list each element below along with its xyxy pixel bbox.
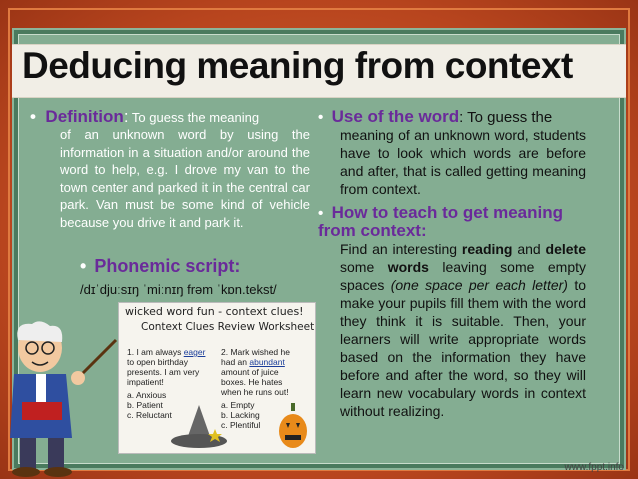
teach-words: words <box>387 259 429 275</box>
q2-option: a. Empty <box>221 400 255 410</box>
teach-text: to make your pupils fill them with the word they think it is suitable. Then, your learners will write appropriate words based on the information they have before and after the word, so they will learn new vocabulary words in context without realizing. <box>340 277 586 419</box>
phonemic-label: Phonemic script: <box>94 256 241 276</box>
use-label: Use of the word <box>331 107 460 126</box>
right-column <box>318 108 586 420</box>
definition-label: Definition <box>45 107 124 126</box>
footer-url: www.fppt.info <box>564 462 624 473</box>
q1-option: a. Anxious <box>127 390 167 400</box>
use-text-body: meaning of an unknown word, students have to look which words are before and after, that is called getting meaning from context. <box>340 127 586 197</box>
definition-colon: : <box>123 107 129 126</box>
left-column <box>30 108 310 231</box>
q1-option: c. Reluctant <box>127 410 172 420</box>
q2-text-a: 2. Mark wished he had an <box>221 347 290 367</box>
worksheet-subtitle: Context Clues Review Worksheet <box>141 321 315 333</box>
witch-hat-icon <box>169 403 229 451</box>
slide-title: Deducing meaning from context <box>22 45 573 86</box>
teach-text: leaving some empty spaces <box>340 259 586 293</box>
q1-text-b: to open birthday presents. I am very impatient! <box>127 357 200 387</box>
teach-label: How to teach to get meaning from context: <box>318 203 563 240</box>
definition-lead: To guess the meaning <box>128 110 260 125</box>
definition-body: of an unknown word by using the information in a situation and/or around the word to help, e.g. I drove my van to the town center and parked it in the central car park. Van must be some kind of vehicle because you drive it and park it. <box>60 127 310 230</box>
teach-italic: (one space per each letter) <box>390 277 568 293</box>
teach-text: some <box>340 259 388 275</box>
q1-option: b. Patient <box>127 400 163 410</box>
q1-underlined: eager <box>183 347 206 357</box>
pumpkin-icon <box>277 403 309 449</box>
teach-text: Find an interesting <box>340 241 462 257</box>
bullet-icon: • <box>318 205 328 222</box>
teacher-character-icon <box>2 318 118 478</box>
worksheet-image <box>118 302 316 454</box>
bullet-icon: • <box>80 256 87 276</box>
use-text-lead: : To guess the <box>459 109 553 126</box>
teach-text: and <box>512 241 546 257</box>
phonemic-ipa: /dɪˈdjuːsɪŋ ˈmiːnɪŋ frəm ˈkɒn.tekst/ <box>80 282 277 297</box>
q2-text-b: amount of juice boxes. He hates when he runs out! <box>221 367 289 397</box>
q1-text-a: 1. I am always <box>127 347 184 357</box>
bullet-icon: • <box>30 107 41 126</box>
q2-underlined: abundant <box>249 357 285 367</box>
phonemic-heading <box>80 256 240 277</box>
bullet-icon: • <box>318 109 328 126</box>
teach-delete: delete <box>545 241 587 257</box>
q2-option: c. Plentiful <box>221 420 261 430</box>
teach-reading: reading <box>461 241 513 257</box>
teach-body <box>318 240 586 420</box>
worksheet-title: wicked word fun - context clues! <box>125 305 304 318</box>
q2-option: b. Lacking <box>221 410 260 420</box>
